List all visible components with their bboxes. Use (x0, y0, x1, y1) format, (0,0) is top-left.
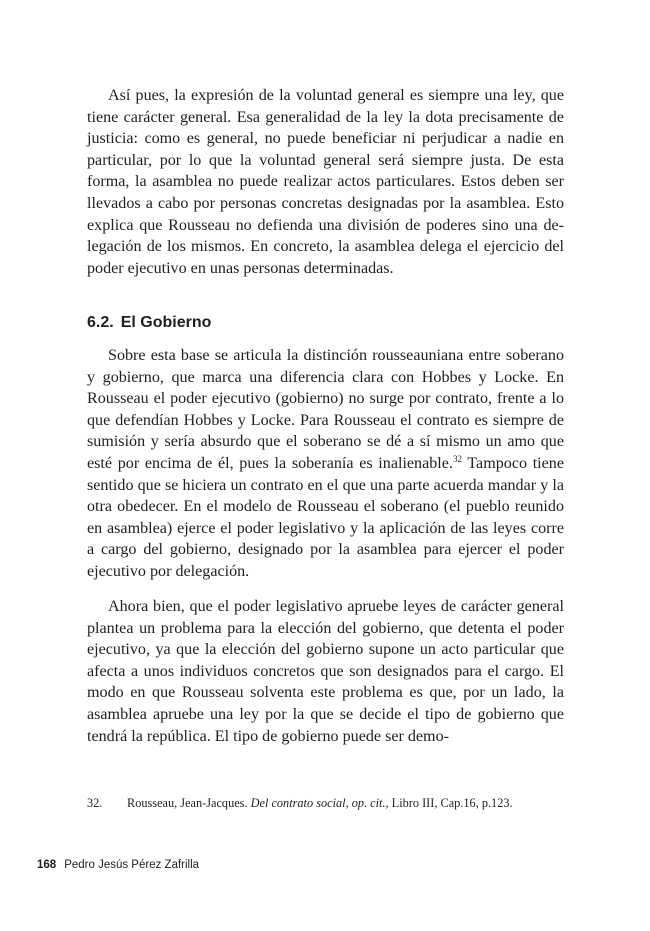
paragraph-3-block (87, 596, 564, 747)
section-heading (87, 313, 211, 333)
footnote (87, 795, 567, 811)
paragraph-2-block (87, 345, 564, 583)
paragraph-2 (87, 345, 564, 583)
footer-author: Pedro Jesús Pérez Zafrilla (64, 859, 200, 871)
footnote-location: Libro III, Cap.16, p.123. (388, 796, 513, 810)
footnote-author: Rousseau, Jean-Jacques. (127, 796, 251, 810)
section-number: 6.2. (87, 314, 114, 331)
paragraph-1-block (87, 85, 564, 279)
footnote-number: 32. (87, 796, 103, 810)
paragraph-2-part-2: Tampoco tiene sentido que se hiciera un contrato en el que una parte acuerda mandar y la otra obedecer. En el modelo de Rousseau el soberano (el pueblo reunido en asamblea) ejerce el poder legislativo y la aplicación de las leyes corre a cargo del gobierno, designado por la asamblea para ejercer el poder ejecutivo por delegación. (87, 454, 564, 580)
footnote-work-title: Del contrato social, op. cit., (250, 796, 389, 810)
section-title: El Gobierno (120, 314, 212, 331)
page-number: 168 (37, 859, 57, 871)
paragraph-3: Ahora bien, que el poder legislativo apruebe leyes de carácter general plantea un problema para la elección del gobierno, que detenta el poder ejecutivo, ya que la elección del gobierno supone un acto particular que afecta a unos individuos concretos que son designados para el cargo. El modo en que Rousseau solventa este problema es que, por un lado, la asamblea apruebe una ley por la que se decide el tipo de gobierno que tendrá la república. El tipo de gobierno puede ser demo- (87, 598, 564, 745)
paragraph-2-part-1: Sobre esta base se articula la distinción rousseauniana entre soberano y gobierno, que marca una diferencia clara con Hobbes y Locke. En Rousseau el poder ejecutivo (gobierno) no surge por contrato, frente a lo que defendían Hobbes y Locke. Para Rousseau el contrato es siempre de sumisión y sería absurdo que el soberano se dé a sí mismo un amo que esté por encima de él, pues la soberanía es inalienable. (87, 347, 564, 472)
paragraph-1: Así pues, la expresión de la voluntad general es siempre una ley, que tiene carácter general. Esa generalidad de la ley la dota precisamente de justicia: como es general, no puede beneficiar ni perjudicar a nadie en particular, por lo que la voluntad general será siempre justa. De esta forma, la asamblea no puede realizar actos particulares. Estos deben ser llevados a cabo por personas concretas designadas por la asamblea. Esto explica que Rousseau no defienda una división de poderes sino una delegación de los mismos. En concreto, la asamblea delega el ejercicio del poder ejecutivo en unas personas determinadas. (87, 87, 564, 277)
footnote-reference[interactable]: 32 (452, 453, 462, 464)
page-footer (37, 857, 199, 873)
